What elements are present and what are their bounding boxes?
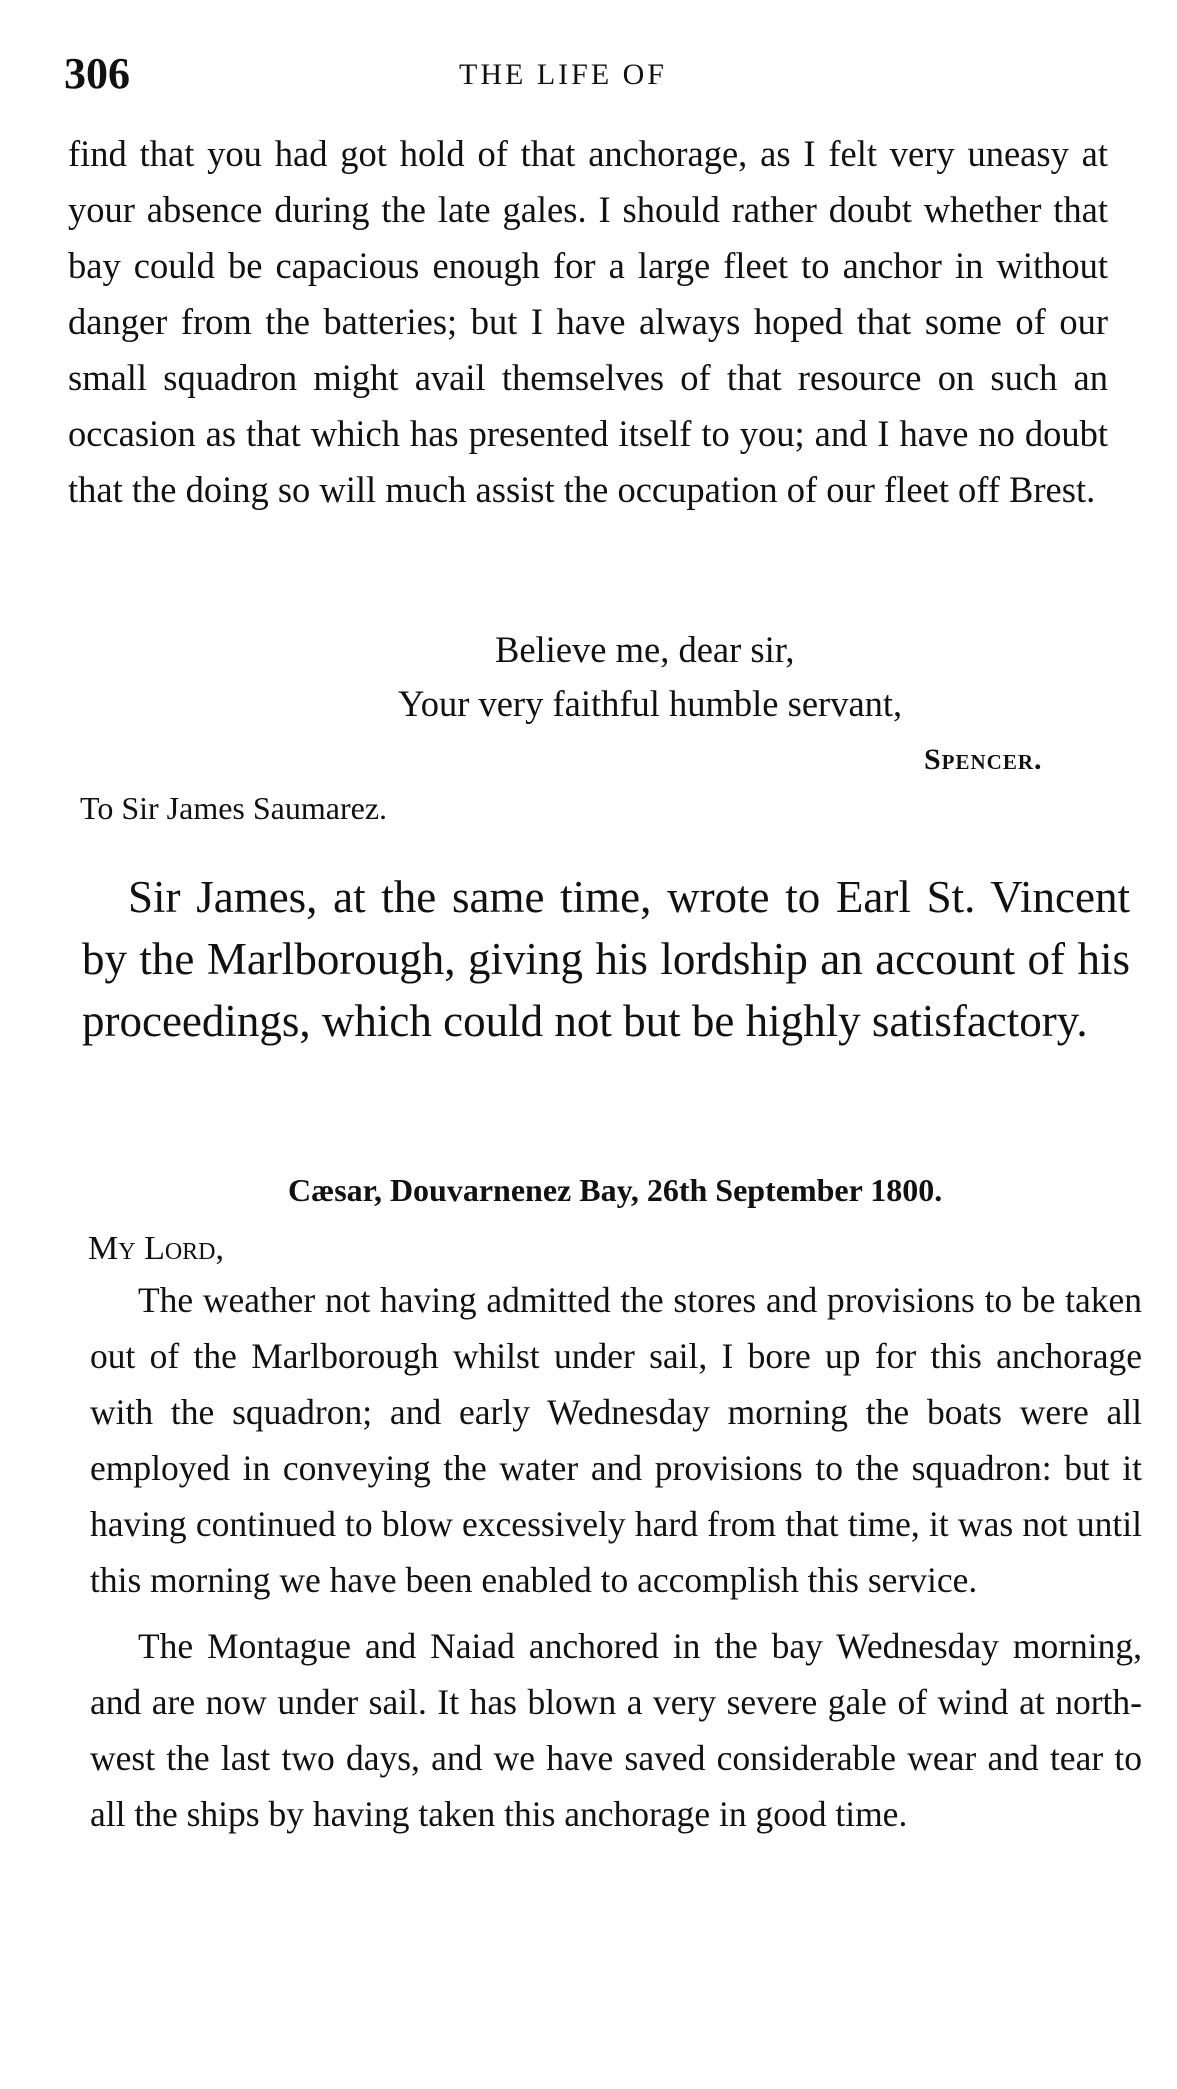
page-header: [64, 48, 1114, 98]
narrative-paragraph: Sir James, at the same time, wrote to Earl St. Vincent by the Marlborough, giving his lordship an account of his proceedings, which could not but be highly satisfactory.: [82, 872, 1130, 1046]
letter-paragraph: The weather not having admitted the stores and provisions to be taken out of the Marlborough whilst under sail, I bore up for this anchorage with the squadron; and early Wednesday morning the boats were all employed in conveying the water and provisions to the squadron: but it having continued to blow excessively hard from that time, it was not until this morning we have been enabled to accomplish this service.: [90, 1280, 1142, 1600]
letter-signature: Spencer.: [924, 743, 1043, 776]
letter-body-text: find that you had got hold of that anchorage, as I felt very uneasy at your absence during the late gales. I should rather doubt whether that bay could be capacious enough for a large fleet to anchor in without danger from the batteries; but I have always hoped that some of our small squadron might avail themselves of that resource on such an occasion as that which has presented itself to you; and I have no doubt that the doing so will much assist the occupation of our fleet off Brest.: [68, 133, 1108, 510]
letter-to-st-vincent: [90, 1272, 1142, 1852]
letter-closing-line: Believe me, dear sir,: [495, 629, 795, 670]
letter-closing-line: Your very faithful humble servant,: [398, 683, 903, 724]
letter-dateline: Cæsar, Douvarnenez Bay, 26th September 1800.: [288, 1172, 943, 1208]
page-number: 306: [64, 49, 130, 98]
letter-addressee: To Sir James Saumarez.: [80, 790, 388, 826]
running-head: THE LIFE OF: [459, 58, 667, 91]
letter-salutation: My Lord,: [88, 1230, 225, 1267]
letter-paragraph: The Montague and Naiad anchored in the bay Wednesday morning, and are now under sail. It has blown a very severe gale of wind at north-west the last two days, and we have saved considerable wear and tear to all the ships by having taken this anchorage in good time.: [90, 1626, 1142, 1834]
